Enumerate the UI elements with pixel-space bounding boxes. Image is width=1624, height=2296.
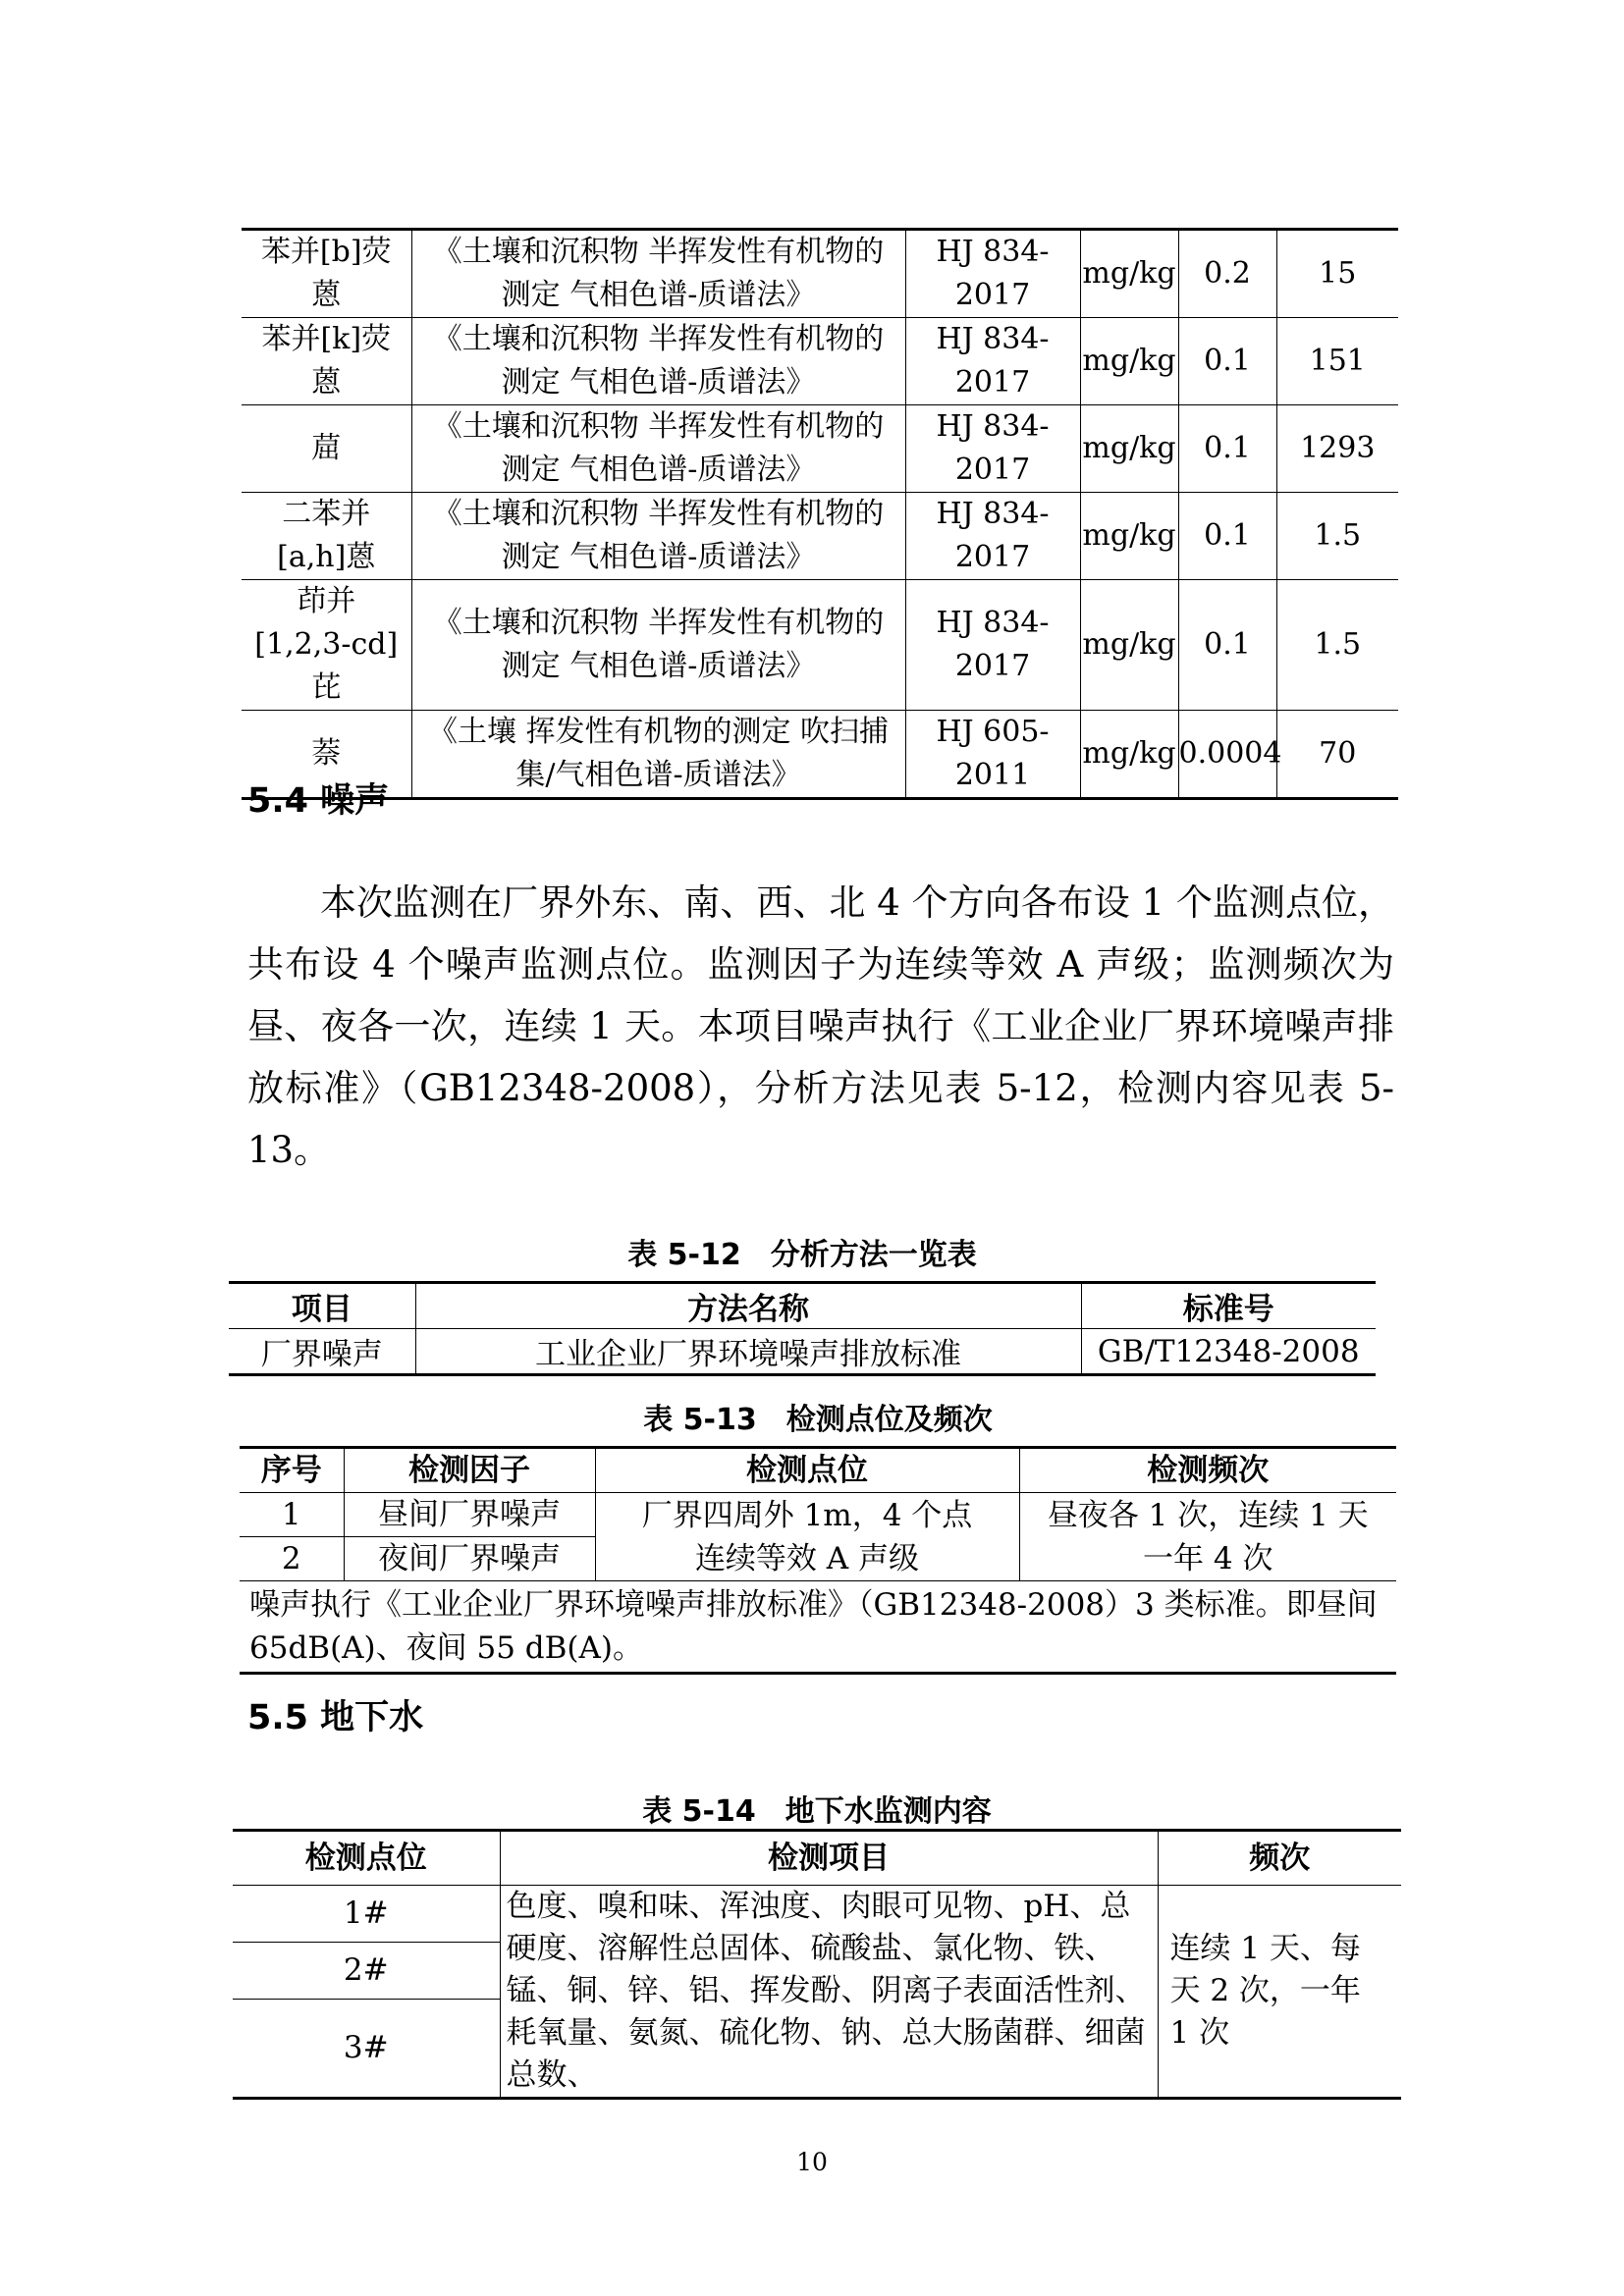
- table-row: [242, 230, 1398, 318]
- table-cell-name: 萘: [242, 711, 411, 799]
- table-cell-frequency: 昼夜各 1 次，连续 1 天一年 4 次: [1019, 1493, 1396, 1581]
- noise-paragraph: 本次监测在厂界外东、南、西、北 4 个方向各布设 1 个监测点位，共布设 4 个噪声监测点位。监测因子为连续等效 A 声级；监测频次为昼、夜各一次，连续 1 天。本项目噪声执行《工业企业厂界环境噪声排放标准》（GB12348-2008），分析方法见表 5-12，检测内容见表 5-13。: [247, 881, 1394, 1171]
- table-cell-standard: HJ 834-2017: [905, 493, 1080, 580]
- table-header: 检测点位: [233, 1831, 500, 1886]
- table-cell-limit: 0.1: [1178, 493, 1276, 580]
- section-heading-groundwater: 5.5 地下水: [247, 1698, 424, 1737]
- table-cell-value: 1293: [1276, 405, 1398, 493]
- table-header: 检测频次: [1019, 1448, 1396, 1493]
- table-cell-no: 1: [240, 1493, 344, 1537]
- table-cell-factor: 昼间厂界噪声: [344, 1493, 595, 1537]
- table-5-13: [240, 1446, 1396, 1675]
- table-cell-standard: HJ 834-2017: [905, 230, 1080, 318]
- table-cell-unit: mg/kg: [1080, 230, 1178, 318]
- table-cell-no: 2: [240, 1537, 344, 1581]
- table-header: 频次: [1158, 1831, 1401, 1886]
- soil-pollutant-table: [242, 228, 1398, 800]
- table-cell-method: 《土壤和沉积物 半挥发性有机物的测定 气相色谱-质谱法》: [411, 493, 905, 580]
- table-header: 方法名称: [415, 1283, 1081, 1329]
- table-5-13-caption: 表 5-13 检测点位及频次: [643, 1403, 993, 1437]
- table-cell-limit: 0.0004: [1178, 711, 1276, 799]
- table-cell-standard: HJ 834-2017: [905, 580, 1080, 711]
- table-cell-name: 茚并[1,2,3-cd]芘: [242, 580, 411, 711]
- table-5-14: [233, 1829, 1401, 2100]
- table-cell-frequency: 连续 1 天、每天 2 次，一年 1 次: [1158, 1886, 1401, 2099]
- table-cell-name: 二苯并[a,h]蒽: [242, 493, 411, 580]
- table-cell-point: 2#: [233, 1942, 500, 1999]
- table-5-14-caption: 表 5-14 地下水监测内容: [642, 1794, 992, 1829]
- table-cell-unit: mg/kg: [1080, 405, 1178, 493]
- page-number: 10: [796, 2148, 828, 2176]
- table-5-12-caption: 表 5-12 分析方法一览表: [627, 1238, 977, 1272]
- table-cell-point: 3#: [233, 1999, 500, 2098]
- table-cell-limit: 0.1: [1178, 405, 1276, 493]
- table-header: 检测项目: [500, 1831, 1158, 1886]
- table-note: 噪声执行《工业企业厂界环境噪声排放标准》（GB12348-2008）3 类标准。即昼间 65dB(A)、夜间 55 dB(A)。: [240, 1581, 1396, 1674]
- table-cell-method: 《土壤和沉积物 半挥发性有机物的测定 气相色谱-质谱法》: [411, 318, 905, 405]
- table-cell-factor: 夜间厂界噪声: [344, 1537, 595, 1581]
- table-cell-point: 1#: [233, 1886, 500, 1943]
- table-cell-standard: HJ 605-2011: [905, 711, 1080, 799]
- table-cell-method: 《土壤和沉积物 半挥发性有机物的测定 气相色谱-质谱法》: [411, 580, 905, 711]
- table-cell-unit: mg/kg: [1080, 318, 1178, 405]
- table-cell-method: 《土壤和沉积物 半挥发性有机物的测定 气相色谱-质谱法》: [411, 230, 905, 318]
- table-header: 序号: [240, 1448, 344, 1493]
- table-cell-value: 1.5: [1276, 493, 1398, 580]
- table-cell-limit: 0.1: [1178, 580, 1276, 711]
- table-cell: 工业企业厂界环境噪声排放标准: [415, 1329, 1081, 1375]
- table-cell: 厂界噪声: [229, 1329, 415, 1375]
- table-cell-unit: mg/kg: [1080, 580, 1178, 711]
- table-row: [242, 493, 1398, 580]
- table-row: [242, 318, 1398, 405]
- table-cell-items: 色度、嗅和味、浑浊度、肉眼可见物、pH、总硬度、溶解性总固体、硫酸盐、氯化物、铁、锰、铜、锌、铝、挥发酚、阴离子表面活性剂、耗氧量、氨氮、硫化物、钠、总大肠菌群、细菌总数、: [500, 1886, 1158, 2099]
- table-cell-value: 70: [1276, 711, 1398, 799]
- table-cell-value: 15: [1276, 230, 1398, 318]
- table-header: 项目: [229, 1283, 415, 1329]
- table-cell-name: 䓛: [242, 405, 411, 493]
- section-heading-noise: 5.4 噪声: [247, 781, 390, 821]
- table-cell-name: 苯并[k]荧蒽: [242, 318, 411, 405]
- table-cell-name: 苯并[b]荧蒽: [242, 230, 411, 318]
- table-cell-limit: 0.1: [1178, 318, 1276, 405]
- table-cell-value: 1.5: [1276, 580, 1398, 711]
- table-cell: GB/T12348-2008: [1081, 1329, 1376, 1375]
- table-5-12: [229, 1281, 1376, 1376]
- table-cell-method: 《土壤和沉积物 半挥发性有机物的测定 气相色谱-质谱法》: [411, 405, 905, 493]
- table-header: 检测点位: [595, 1448, 1019, 1493]
- table-cell-value: 151: [1276, 318, 1398, 405]
- table-cell-location: 厂界四周外 1m，4 个点连续等效 A 声级: [595, 1493, 1019, 1581]
- table-header: 检测因子: [344, 1448, 595, 1493]
- table-cell-standard: HJ 834-2017: [905, 405, 1080, 493]
- table-cell-unit: mg/kg: [1080, 711, 1178, 799]
- table-row: [242, 580, 1398, 711]
- table-cell-limit: 0.2: [1178, 230, 1276, 318]
- table-cell-method: 《土壤 挥发性有机物的测定 吹扫捕集/气相色谱-质谱法》: [411, 711, 905, 799]
- table-cell-standard: HJ 834-2017: [905, 318, 1080, 405]
- table-row: [242, 405, 1398, 493]
- table-cell-unit: mg/kg: [1080, 493, 1178, 580]
- table-row: [242, 711, 1398, 799]
- table-header: 标准号: [1081, 1283, 1376, 1329]
